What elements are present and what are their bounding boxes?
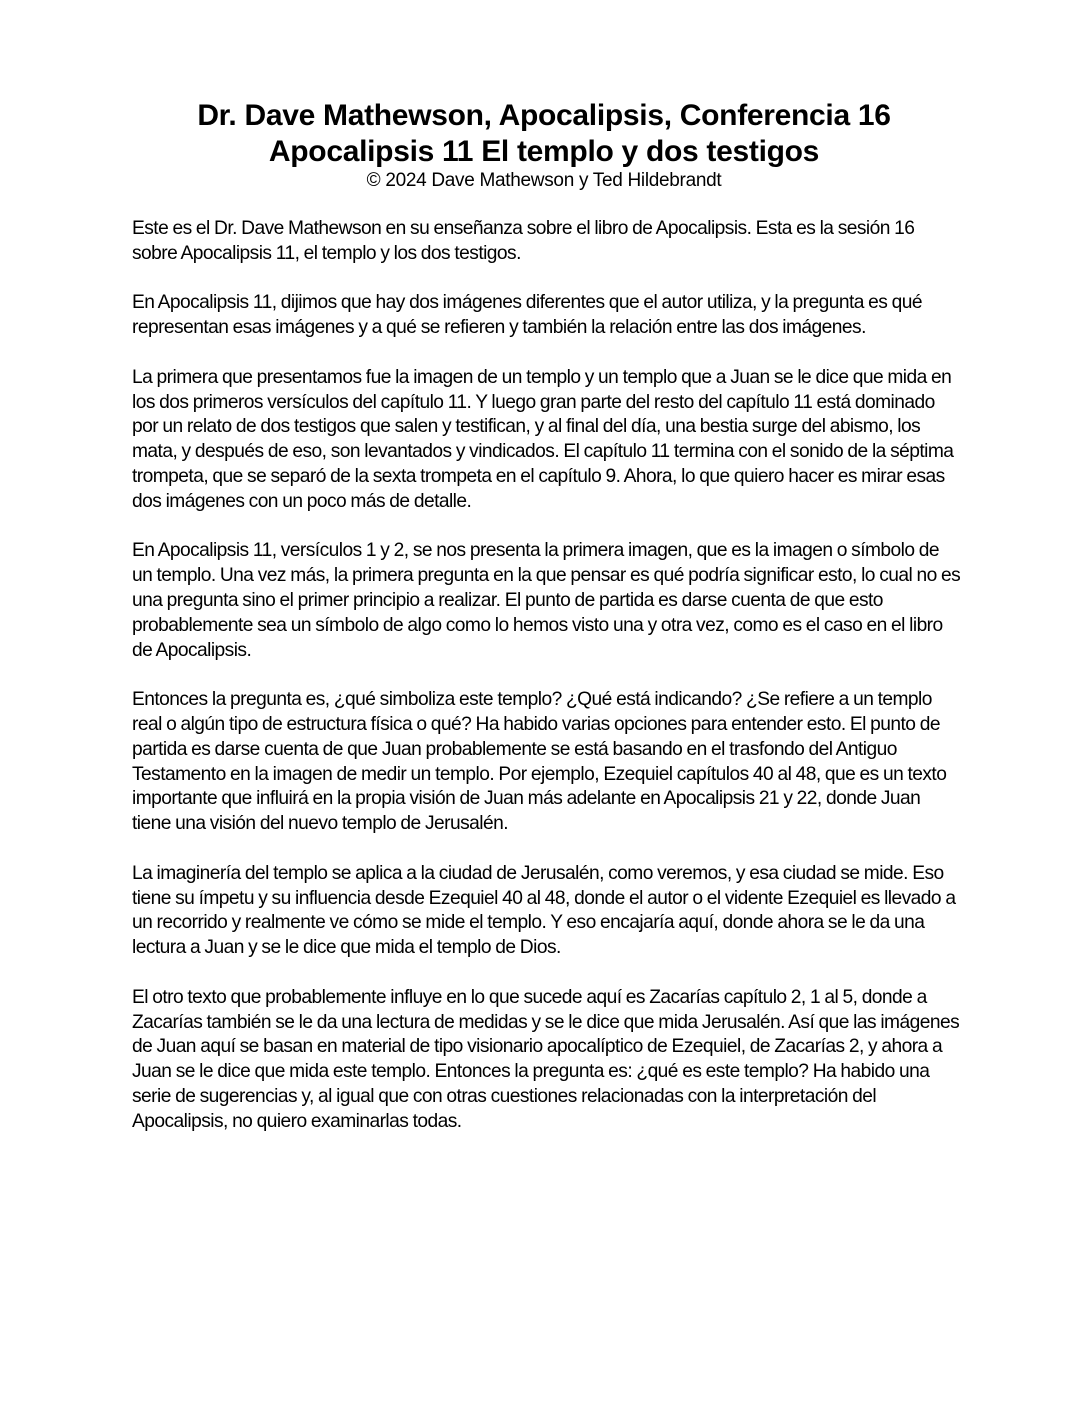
paragraph-zechariah: El otro texto que probablemente influye en lo que sucede aquí es Zacarías capítulo 2, 1 al 5, donde a Zacarías también se le da una lectura de medidas y se le dice que mida Jerusalén. Así que las imágenes de Juan aquí se basan en material de tipo visionario apocalíptico de Ezequiel, de Zacarías 2, y ahora a Juan se le dice que mida este templo. Entonces la pregunta es: ¿qué es este templo? Ha habido una serie de sugerencias y, al igual que con otras cuestiones relacionadas con la interpretación del Apocalipsis, no quiero examinarlas todas. bbox=[132, 986, 960, 1132]
document-header bbox=[0, 98, 1088, 192]
document-title: Dr. Dave Mathewson, Apocalipsis, Conferencia 16 bbox=[197, 99, 891, 132]
paragraph-two-images: En Apocalipsis 11, dijimos que hay dos imágenes diferentes que el autor utiliza, y la pregunta es qué representan esas imágenes y a qué se refieren y también la relación entre las dos imágenes. bbox=[132, 292, 922, 339]
paragraph-temple-and-witnesses: La primera que presentamos fue la imagen de un templo y un templo que a Juan se le dice que mida en los dos primeros versículos del capítulo 11. Y luego gran parte del resto del capítulo 11 está dominado por un relato de dos testigos que salen y testifican, y al final del día, una bestia surge del abismo, los mata, y después de eso, son levantados y vindicados. El capítulo 11 termina con el sonido de la séptima trompeta, que se separó de la sexta trompeta en el capítulo 9. Ahora, lo que quiero hacer es mirar esas dos imágenes con un poco más de detalle. bbox=[132, 366, 954, 512]
copyright-line: © 2024 Dave Mathewson y Ted Hildebrandt bbox=[366, 170, 722, 191]
paragraph-temple-imagery: La imaginería del templo se aplica a la ciudad de Jerusalén, como veremos, y esa ciudad se mide. Eso tiene su ímpetu y su influencia desde Ezequiel 40 al 48, donde el autor o el vidente Ezequiel es llevado a un recorrido y realmente ve cómo se mide el templo. Y eso encajaría aquí, donde ahora se le da una lectura a Juan y se le dice que mida el templo de Dios. bbox=[132, 862, 956, 959]
paragraph-first-image: En Apocalipsis 11, versículos 1 y 2, se nos presenta la primera imagen, que es la imagen o símbolo de un templo. Una vez más, la primera pregunta en la que pensar es qué podría significar esto, lo cual no es una pregunta sino el primer principio a realizar. El punto de partida es darse cuenta de que esto probablemente sea un símbolo de algo como lo hemos visto una y otra vez, como es el caso en el libro de Apocalipsis. bbox=[132, 540, 961, 661]
paragraph-what-symbolizes: Entonces la pregunta es, ¿qué simboliza este templo? ¿Qué está indicando? ¿Se refiere a un templo real o algún tipo de estructura física o qué? Ha habido varias opciones para entender esto. El punto de partida es darse cuenta de que Juan probablemente se está basando en el trasfondo del Antiguo Testamento en la imagen de medir un templo. Por ejemplo, Ezequiel capítulos 40 al 48, que es un texto importante que influirá en la propia visión de Juan más adelante en Apocalipsis 21 y 22, donde Juan tiene una visión del nuevo templo de Jerusalén. bbox=[132, 689, 947, 835]
document-body bbox=[132, 217, 962, 1159]
document-subtitle: Apocalipsis 11 El templo y dos testigos bbox=[268, 135, 820, 168]
paragraph-intro: Este es el Dr. Dave Mathewson en su enseñanza sobre el libro de Apocalipsis. Esta es la sesión 16 sobre Apocalipsis 11, el templo y los dos testigos. bbox=[132, 218, 915, 264]
